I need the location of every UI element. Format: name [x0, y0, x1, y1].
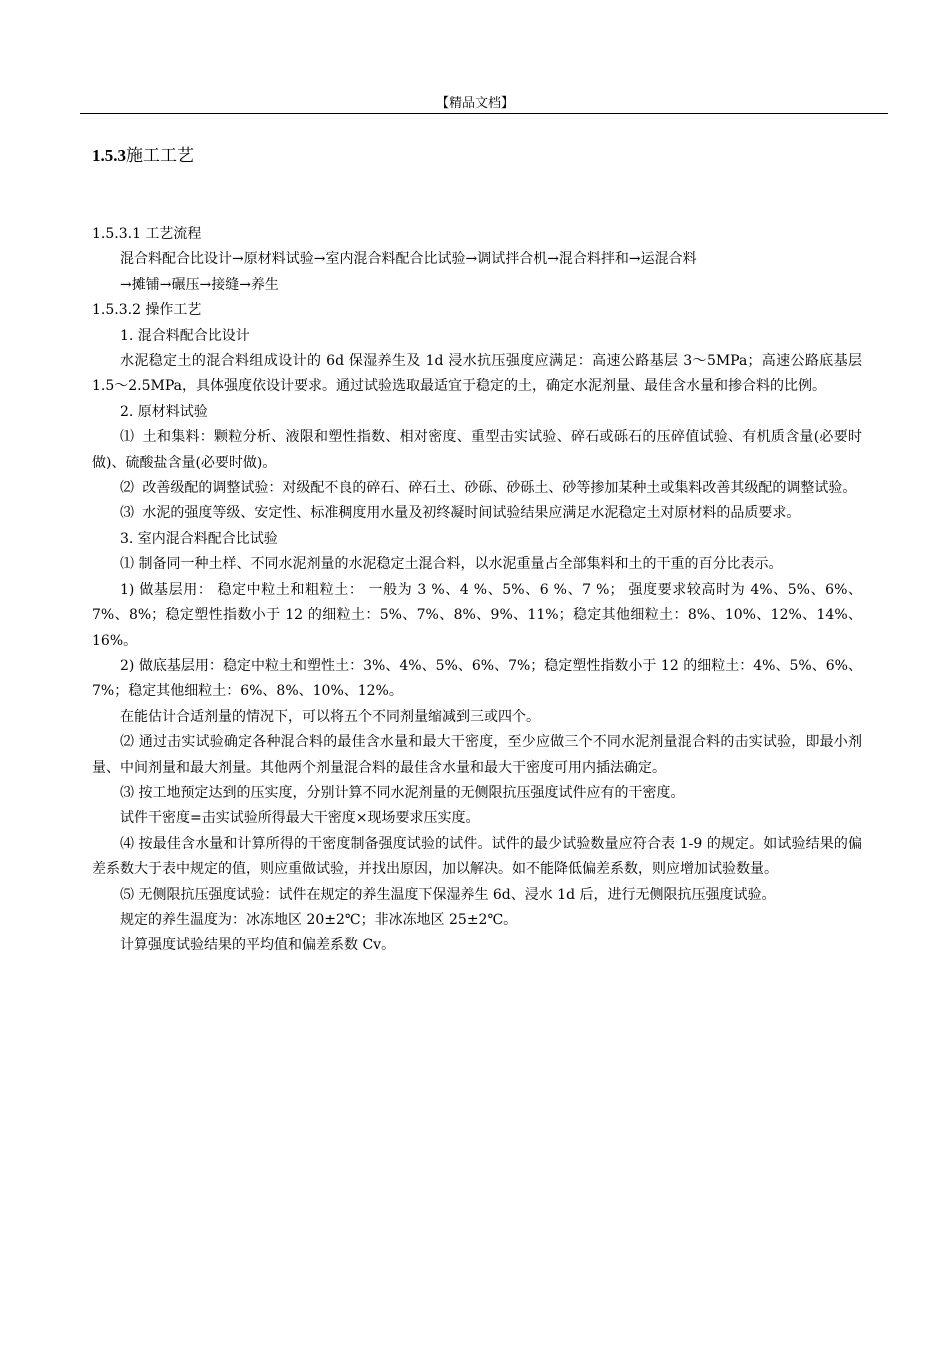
step-2-item [92, 476, 862, 501]
step-3-paragraph: 2) 做底基层用：稳定中粒土和塑性土：3%、4%、5%、6%、7%；稳定塑性指数小于 12 的细粒土：4%、5%、6%、7%；稳定其他细粒土：6%、8%、10%、12%。 [92, 657, 862, 700]
step-3-heading: 3. 室内混合料配合比试验 [120, 530, 278, 547]
item-text: 改善级配的调整试验：对级配不良的碎石、碎石土、砂砾、砂砾土、砂等掺加某种土或集料改善其级配的调整试验。 [142, 480, 857, 497]
step-2-heading: 2. 原材料试验 [120, 403, 208, 420]
section-title [92, 146, 194, 166]
header-rule [80, 113, 888, 114]
item-marker: ⑴ [120, 429, 134, 446]
page-header: 【精品文档】 [435, 96, 514, 111]
item-marker: ⑶ [120, 505, 134, 522]
step-3-paragraph: ⑶ 按工地预定达到的压实度，分别计算不同水泥剂量的无侧限抗压强度试件应有的干密度。 [120, 784, 685, 801]
step-2-item [92, 425, 862, 476]
subsection-heading-1531: 1.5.3.1 工艺流程 [92, 226, 202, 242]
step-3-paragraph: 在能估计合适剂量的情况下，可以将五个不同剂量缩减到三或四个。 [120, 708, 540, 725]
step-3-paragraph: 计算强度试验结果的平均值和偏差系数 Cv。 [120, 937, 396, 954]
step-3-paragraph: 1) 做基层用： 稳定中粒土和粗粒土： 一般为 3 %、4 %、5%、6 %、7 %； 强度要求较高时为 4%、5%、6%、7%、8%；稳定塑性指数小于 12 的细粒土：5%、7%、8%、9%、11%；稳定其他细粒土：8%、10%、12%、14%、16%。 [92, 581, 862, 649]
section-title-text: 施工工艺 [126, 146, 194, 165]
step-2-item [92, 501, 862, 526]
step-1-heading: 1. 混合料配合比设计 [120, 327, 250, 344]
step-3-paragraph: ⑷ 按最佳含水量和计算所得的干密度制备强度试验的试件。试件的最少试验数量应符合表 1-9 的规定。如试验结果的偏差系数大于表中规定的值，则应重做试验，并找出原因，加以解决。如不能降低偏差系数，则应增加试验数量。 [92, 835, 862, 878]
subsection-heading-1532: 1.5.3.2 操作工艺 [92, 302, 202, 319]
process-flow-line-1: 混合料配合比设计→原材料试验→室内混合料配合比试验→调试拌合机→混合料拌和→运混合料 [120, 251, 697, 268]
step-3-paragraph: ⑸ 无侧限抗压强度试验：试件在规定的养生温度下保湿养生 6d、浸水 1d 后，进行无侧限抗压强度试验。 [120, 886, 776, 903]
document-body [92, 222, 862, 959]
step-3-paragraph: ⑵ 通过击实试验确定各种混合料的最佳含水量和最大干密度，至少应做三个不同水泥剂量混合料的击实试验，即最小剂量、中间剂量和最大剂量。其他两个剂量混合料的最佳含水量和最大干密度可用内插法确定。 [92, 734, 862, 776]
item-text: 土和集料：颗粒分析、液限和塑性指数、相对密度、重型击实试验、碎石或砾石的压碎值试验、有机质含量(必要时做)、硫酸盐含量(必要时做)。 [92, 429, 862, 471]
item-text: 水泥的强度等级、安定性、标准稠度用水量及初终凝时间试验结果应满足水泥稳定土对原材料的品质要求。 [142, 505, 801, 522]
section-number: 1.5.3 [92, 146, 126, 165]
step-3-paragraph: 规定的养生温度为：冰冻地区 20±2℃；非冰冻地区 25±2℃。 [120, 911, 518, 928]
step-3-paragraph: 试件干密度=击实试验所得最大干密度×现场要求压实度。 [120, 810, 480, 827]
process-flow-line-2: →摊铺→碾压→接缝→养生 [120, 276, 279, 293]
step-3-paragraph: ⑴ 制备同一种土样、不同水泥剂量的水泥稳定土混合料，以水泥重量占全部集料和土的干重的百分比表示。 [120, 556, 783, 573]
item-marker: ⑵ [120, 480, 134, 497]
step-1-body: 水泥稳定土的混合料组成设计的 6d 保湿养生及 1d 浸水抗压强度应满足：高速公路基层 3～5MPa；高速公路底基层 1.5～2.5MPa，具体强度依设计要求。通过试验选取最适宜于稳定的土，确定水泥剂量、最佳含水量和掺合料的比例。 [92, 353, 862, 395]
